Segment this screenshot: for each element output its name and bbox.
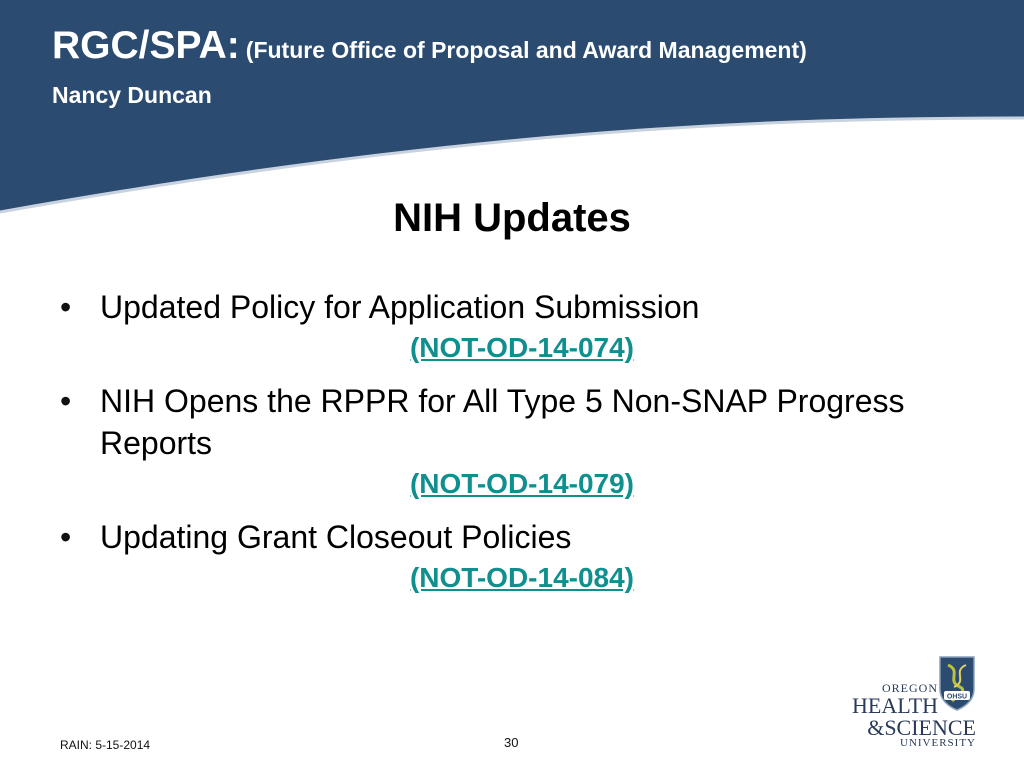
- header-title-main: RGC/SPA:: [52, 24, 240, 67]
- page-number: 30: [504, 735, 519, 750]
- bullet-dot-icon: •: [60, 519, 72, 555]
- ohsu-logo: [848, 655, 980, 750]
- ohsu-shield-icon: [938, 655, 976, 711]
- slide-title: NIH Updates: [393, 196, 631, 240]
- bullet-list: [60, 286, 980, 610]
- logo-badge: OHSU: [946, 693, 968, 701]
- bullet-dot-icon: •: [60, 289, 72, 325]
- bullet-item: [60, 380, 980, 504]
- bullet-item: [60, 516, 980, 598]
- footer-date: RAIN: 5-15-2014: [60, 738, 151, 752]
- bullet-text: Updating Grant Closeout Policies: [100, 519, 572, 555]
- bullet-text: NIH Opens the RPPR for All Type 5 Non-SNAP Progress Reports: [100, 383, 905, 461]
- header-subtitle: (Future Office of Proposal and Award Management): [245, 37, 807, 63]
- header-title: [52, 24, 807, 68]
- logo-line-university: UNIVERSITY: [900, 737, 976, 749]
- logo-line-science: &SCIENCE: [867, 715, 976, 740]
- bullet-text: Updated Policy for Application Submission: [100, 289, 700, 325]
- notice-link[interactable]: (NOT-OD-14-074): [409, 332, 635, 363]
- logo-line-oregon: OREGON: [882, 681, 938, 695]
- bullet-item: [60, 286, 980, 368]
- bullet-dot-icon: •: [60, 383, 72, 419]
- notice-link[interactable]: (NOT-OD-14-084): [409, 562, 635, 593]
- notice-link[interactable]: (NOT-OD-14-079): [409, 468, 635, 499]
- presenter-name: Nancy Duncan: [52, 82, 212, 108]
- logo-line-health: HEALTH: [852, 693, 938, 718]
